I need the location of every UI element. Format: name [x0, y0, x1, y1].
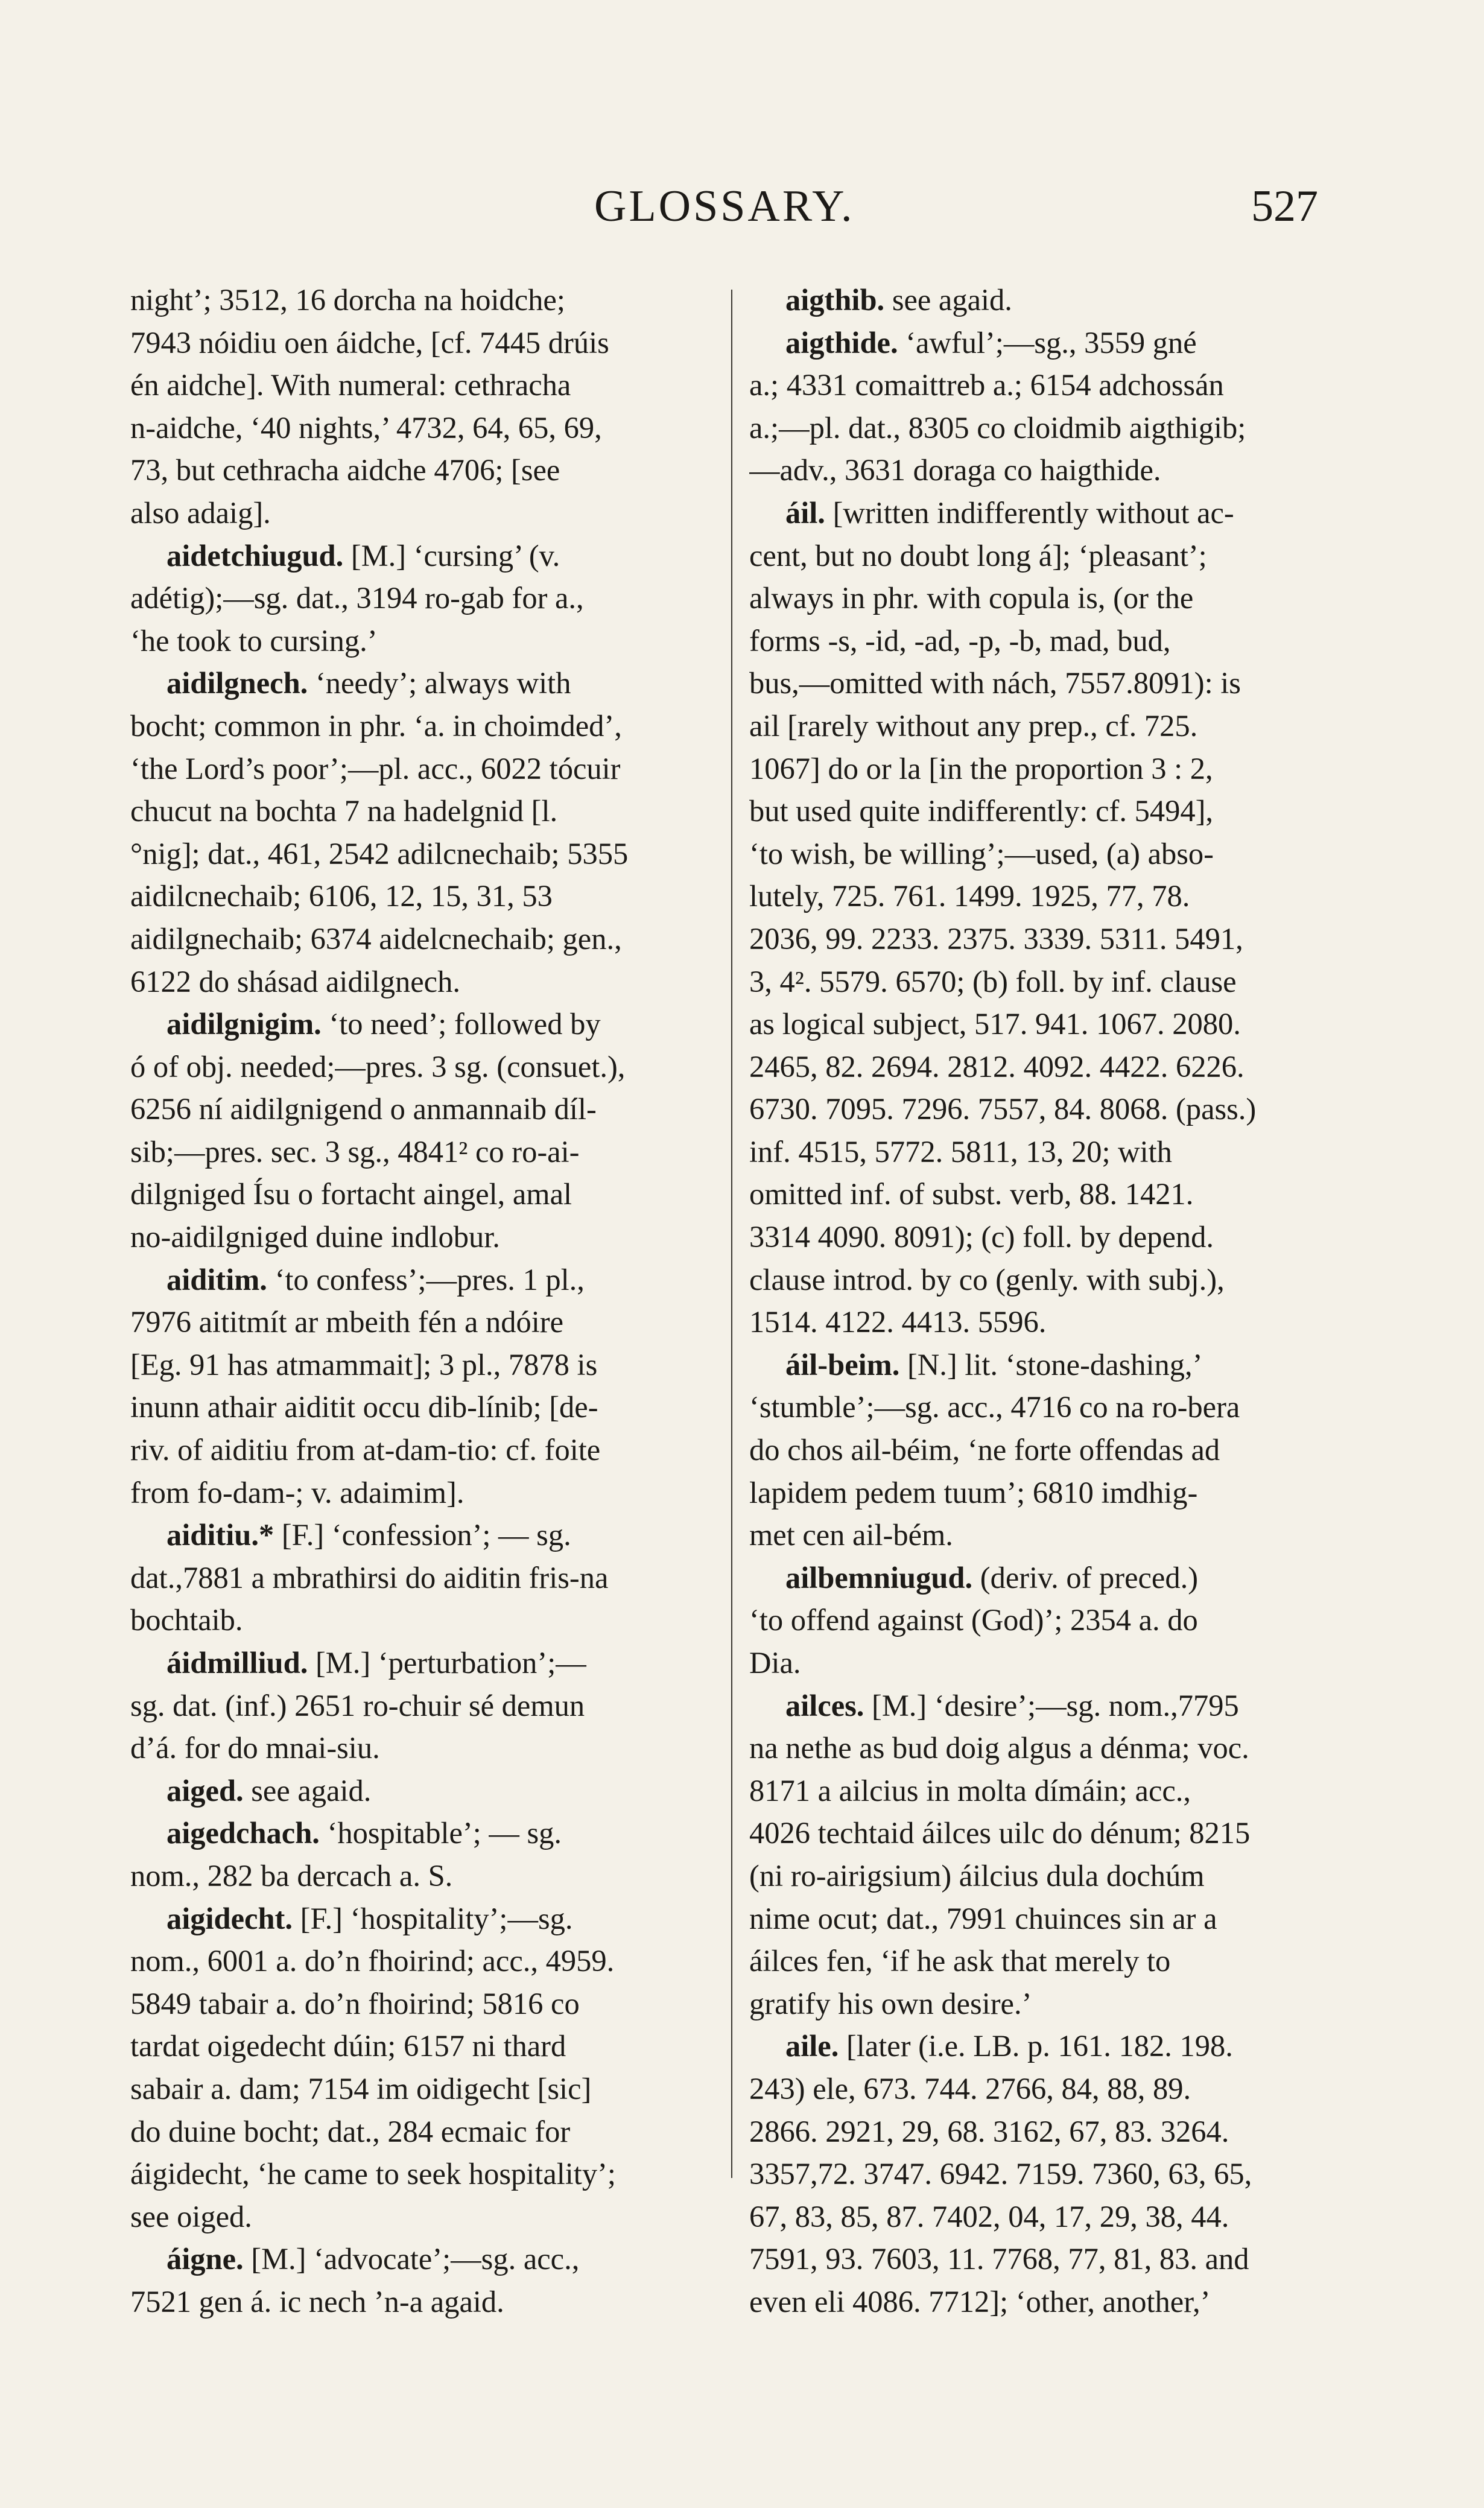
headword: aiditim. [166, 1262, 267, 1297]
line-text: 243) ele, 673. 744. 2766, 84, 88, 89. [749, 2071, 1191, 2106]
text-line [130, 1259, 777, 1301]
text-line [749, 1599, 1342, 1642]
text-line [130, 2110, 777, 2153]
text-line [749, 1344, 1342, 1386]
text-line [749, 875, 1342, 918]
line-text: bus,—omitted with nách, 7557.8091): is [749, 666, 1241, 700]
line-text: áigidecht, ‘he came to seek hospitality’; [130, 2157, 616, 2191]
line-text: ‘to need’; followed by [321, 1007, 601, 1041]
line-text: n-aidche, ‘40 nights,’ 4732, 64, 65, 69, [130, 410, 602, 445]
text-line [130, 960, 777, 1003]
line-text: riv. of aiditiu from at-dam-tio: cf. foite [130, 1433, 601, 1467]
text-line [749, 322, 1342, 364]
text-line [749, 1770, 1342, 1812]
text-line [749, 1429, 1342, 1471]
line-text: no-aidilgniged duine indlobur. [130, 1220, 500, 1254]
column-divider [731, 290, 732, 2178]
text-line [749, 577, 1342, 620]
text-line [749, 2068, 1342, 2110]
headword: áil. [785, 495, 825, 530]
text-line [749, 1940, 1342, 1983]
text-line [130, 1216, 777, 1259]
text-line [749, 2025, 1342, 2068]
headword: aile. [785, 2029, 839, 2063]
line-text: lapidem pedem tuum’; 6810 imdhig- [749, 1475, 1198, 1510]
text-line [130, 492, 777, 535]
line-text: always in phr. with copula is, (or the [749, 581, 1194, 615]
line-text: ‘to confess’;—pres. 1 pl., [267, 1262, 585, 1297]
line-text: 2465, 82. 2694. 2812. 4092. 4422. 6226. [749, 1049, 1245, 1084]
text-line [749, 748, 1342, 790]
line-text: night’; 3512, 16 dorcha na hoidche; [130, 283, 565, 317]
line-text: bocht; common in phr. ‘a. in choimded’, [130, 708, 622, 743]
text-line [130, 2068, 777, 2110]
text-line [749, 1173, 1342, 1216]
line-text: én aidche]. With numeral: cethracha [130, 368, 571, 402]
text-line [749, 1386, 1342, 1429]
line-text: nime ocut; dat., 7991 chuinces sin ar a [749, 1901, 1217, 1935]
text-line [130, 748, 777, 790]
line-text: nom., 282 ba dercach a. S. [130, 1858, 453, 1893]
line-text: 73, but cethracha aidche 4706; [see [130, 453, 560, 487]
line-text: 6122 do shásad aidilgnech. [130, 964, 460, 998]
line-text: 4026 techtaid áilces uilc do dénum; 8215 [749, 1816, 1251, 1850]
line-text: ‘to wish, be willing’;—used, (a) abso- [749, 836, 1214, 871]
text-line [130, 535, 777, 577]
headword: ailbemniugud. [785, 1560, 973, 1595]
text-line [749, 1471, 1342, 1514]
line-text: (deriv. of preced.) [972, 1560, 1199, 1595]
headword: aidilgnigim. [166, 1007, 322, 1041]
text-line [749, 1727, 1342, 1770]
text-line [130, 790, 777, 833]
text-line [749, 1855, 1342, 1897]
line-text: [later (i.e. LB. p. 161. 182. 198. [839, 2029, 1233, 2063]
line-text: áilces fen, ‘if he ask that merely to [749, 1944, 1171, 1978]
text-line [749, 620, 1342, 662]
text-line [130, 1770, 777, 1812]
line-text: omitted inf. of subst. verb, 88. 1421. [749, 1177, 1194, 1211]
headword: áil-beim. [785, 1347, 900, 1382]
text-line [749, 705, 1342, 748]
right-column [749, 279, 1342, 2323]
line-text: lutely, 725. 761. 1499. 1925, 77, 78. [749, 879, 1190, 913]
line-text: ‘needy’; always with [308, 666, 571, 700]
text-line [130, 1471, 777, 1514]
text-line [749, 1684, 1342, 1727]
line-text: bochtaib. [130, 1603, 243, 1637]
text-line [130, 1642, 777, 1684]
text-line [749, 492, 1342, 535]
line-text: [M.] ‘perturbation’;— [308, 1646, 586, 1680]
line-text: [Eg. 91 has atmammait]; 3 pl., 7878 is [130, 1347, 598, 1382]
line-text: d’á. for do mnai-siu. [130, 1731, 380, 1765]
text-line [130, 2153, 777, 2195]
line-text: clause introd. by co (genly. with subj.), [749, 1262, 1225, 1297]
line-text: do chos ail-béim, ‘ne forte offendas ad [749, 1433, 1220, 1467]
text-line [130, 1940, 777, 1983]
line-text: 2866. 2921, 29, 68. 3162, 67, 83. 3264. [749, 2114, 1229, 2148]
line-text: met cen ail-bém. [749, 1518, 953, 1552]
line-text: 2036, 99. 2233. 2375. 3339. 5311. 5491, [749, 921, 1243, 956]
text-line [130, 2195, 777, 2238]
headword: aidilgnech. [166, 666, 308, 700]
text-line [130, 2281, 777, 2323]
line-text: 6730. 7095. 7296. 7557, 84. 8068. (pass.) [749, 1092, 1257, 1126]
line-text: see oiged. [130, 2199, 252, 2233]
line-text: 7976 aititmít ar mbeith fén a ndóire [130, 1305, 564, 1339]
text-line [130, 1003, 777, 1046]
text-line [749, 2281, 1342, 2323]
line-text: [M.] ‘desire’;—sg. nom.,7795 [864, 1688, 1239, 1722]
text-line [749, 407, 1342, 449]
text-line [749, 833, 1342, 875]
line-text: 3314 4090. 8091); (c) foll. by depend. [749, 1220, 1214, 1254]
text-line [130, 2238, 777, 2281]
text-line [749, 2238, 1342, 2281]
headword: aiditiu.* [166, 1518, 274, 1552]
line-text: adétig);—sg. dat., 3194 ro-gab for a., [130, 581, 584, 615]
running-head [0, 181, 1484, 235]
line-text: dat.,7881 a mbrathirsi do aiditin fris-na [130, 1560, 609, 1595]
text-line [130, 620, 777, 662]
text-line [130, 875, 777, 918]
line-text: ‘awful’;—sg., 3559 gné [898, 325, 1197, 360]
text-line [130, 1386, 777, 1429]
text-line [749, 1131, 1342, 1173]
line-text: ‘the Lord’s poor’;—pl. acc., 6022 tócuir [130, 751, 621, 786]
headword: ailces. [785, 1688, 864, 1722]
line-text: tardat oigedecht dúin; 6157 ni thard [130, 2029, 566, 2063]
line-text: sabair a. dam; 7154 im oidigecht [sic] [130, 2071, 592, 2106]
text-line [749, 1983, 1342, 2025]
text-line [130, 1301, 777, 1344]
text-line [130, 364, 777, 407]
text-line [130, 705, 777, 748]
line-text: 6256 ní aidilgnigend o anmannaib díl- [130, 1092, 597, 1126]
text-line [130, 1557, 777, 1599]
line-text: ‘to offend against (God)’; 2354 a. do [749, 1603, 1198, 1637]
text-line [130, 918, 777, 960]
page-title: GLOSSARY. [594, 182, 855, 231]
text-line [749, 1088, 1342, 1131]
headword: aigthide. [785, 325, 898, 360]
line-text: ‘he took to cursing.’ [130, 623, 378, 658]
text-line [749, 535, 1342, 577]
left-column [130, 279, 777, 2323]
headword: áidmilliud. [166, 1646, 308, 1680]
line-text: sib;—pres. sec. 3 sg., 4841² co ro-ai- [130, 1134, 580, 1169]
text-line [749, 1003, 1342, 1046]
line-text: inunn athair aiditit occu dib-línib; [de- [130, 1390, 598, 1424]
headword: aidetchiugud. [166, 538, 344, 573]
text-line [130, 1429, 777, 1471]
headword: aigidecht. [166, 1901, 293, 1935]
text-line [130, 279, 777, 322]
text-line [130, 1812, 777, 1855]
text-line [749, 364, 1342, 407]
text-line [130, 1727, 777, 1770]
text-line [749, 790, 1342, 833]
text-line [749, 1259, 1342, 1301]
text-line [130, 577, 777, 620]
line-text: [N.] lit. ‘stone-dashing,’ [899, 1347, 1203, 1382]
line-text: —adv., 3631 doraga co haigthide. [749, 453, 1161, 487]
line-text: forms -s, -id, -ad, -p, -b, mad, bud, [749, 623, 1171, 658]
line-text: see agaid. [243, 1773, 372, 1808]
line-text: do duine bocht; dat., 284 ecmaic for [130, 2114, 571, 2148]
text-line [130, 1344, 777, 1386]
line-text: nom., 6001 a. do’n fhoirind; acc., 4959. [130, 1944, 615, 1978]
text-line [130, 1088, 777, 1131]
line-text: [F.] ‘hospitality’;—sg. [293, 1901, 573, 1935]
line-text: [F.] ‘confession’; — sg. [274, 1518, 571, 1552]
line-text: 7943 nóidiu oen áidche, [cf. 7445 drúis [130, 325, 609, 360]
headword: aiged. [166, 1773, 244, 1808]
text-line [749, 2195, 1342, 2238]
text-line [130, 1599, 777, 1642]
line-text: ‘stumble’;—sg. acc., 4716 co na ro-bera [749, 1390, 1240, 1424]
text-line [749, 662, 1342, 705]
line-text: [written indifferently without ac- [825, 495, 1234, 530]
line-text: ‘hospitable’; — sg. [319, 1816, 562, 1850]
text-line [130, 1983, 777, 2025]
line-text: ail [rarely without any prep., cf. 725. [749, 708, 1198, 743]
line-text: also adaig]. [130, 495, 271, 530]
text-line [749, 2110, 1342, 2153]
line-text: 1514. 4122. 4413. 5596. [749, 1305, 1047, 1339]
line-text: chucut na bochta 7 na hadelgnid [l. [130, 794, 558, 828]
text-line [130, 2025, 777, 2068]
text-line [130, 1173, 777, 1216]
text-line [130, 449, 777, 492]
line-text: 7591, 93. 7603, 11. 7768, 77, 81, 83. and [749, 2242, 1249, 2276]
line-text: a.; 4331 comaittreb a.; 6154 adchossán [749, 368, 1224, 402]
line-text: inf. 4515, 5772. 5811, 13, 20; with [749, 1134, 1172, 1169]
headword: áigne. [166, 2242, 244, 2276]
text-line [749, 1897, 1342, 1940]
line-text: 8171 a ailcius in molta dímáin; acc., [749, 1773, 1191, 1808]
text-line [749, 1216, 1342, 1259]
line-text: sg. dat. (inf.) 2651 ro-chuir sé demun [130, 1688, 585, 1722]
text-line [749, 1514, 1342, 1557]
text-line [749, 1642, 1342, 1684]
text-line [130, 1855, 777, 1897]
line-text: Dia. [749, 1646, 801, 1680]
line-text: cent, but no doubt long á]; ‘pleasant’; [749, 538, 1207, 573]
text-line [749, 279, 1342, 322]
text-line [130, 407, 777, 449]
text-line [749, 1557, 1342, 1599]
line-text: 7521 gen á. ic nech ’n-a agaid. [130, 2284, 504, 2319]
text-line [130, 1046, 777, 1088]
text-line [749, 918, 1342, 960]
line-text: [M.] ‘advocate’;—sg. acc., [243, 2242, 580, 2276]
text-line [749, 1046, 1342, 1088]
line-text: na nethe as bud doig algus a dénma; voc. [749, 1731, 1249, 1765]
line-text: from fo-dam-; v. adaimim]. [130, 1475, 465, 1510]
text-line [749, 960, 1342, 1003]
line-text: as logical subject, 517. 941. 1067. 2080. [749, 1007, 1241, 1041]
line-text: °nig]; dat., 461, 2542 adilcnechaib; 5355 [130, 836, 629, 871]
line-text: 3, 4². 5579. 6570; (b) foll. by inf. clause [749, 964, 1237, 998]
line-text: (ni ro-airigsium) áilcius dula dochúm [749, 1858, 1205, 1893]
line-text: a.;—pl. dat., 8305 co cloidmib aigthigib; [749, 410, 1246, 445]
text-line [130, 322, 777, 364]
line-text: 67, 83, 85, 87. 7402, 04, 17, 29, 38, 44. [749, 2199, 1229, 2233]
text-line [749, 2153, 1342, 2195]
text-line [749, 449, 1342, 492]
line-text: aidilgnechaib; 6374 aidelcnechaib; gen., [130, 921, 622, 956]
text-line [130, 1897, 777, 1940]
line-text: even eli 4086. 7712]; ‘other, another,’ [749, 2284, 1211, 2319]
line-text: ó of obj. needed;—pres. 3 sg. (consuet.), [130, 1049, 626, 1084]
page-number: 527 [1251, 182, 1318, 231]
text-line [749, 1301, 1342, 1344]
text-line [130, 1514, 777, 1557]
text-line [130, 1684, 777, 1727]
headword: aigthib. [785, 283, 885, 317]
text-line [130, 833, 777, 875]
headword: aigedchach. [166, 1816, 320, 1850]
line-text: 3357,72. 3747. 6942. 7159. 7360, 63, 65, [749, 2157, 1252, 2191]
line-text: 5849 tabair a. do’n fhoirind; 5816 co [130, 1986, 580, 2021]
text-line [130, 662, 777, 705]
line-text: 1067] do or la [in the proportion 3 : 2, [749, 751, 1213, 786]
text-line [130, 1131, 777, 1173]
line-text: aidilcnechaib; 6106, 12, 15, 31, 53 [130, 879, 553, 913]
line-text: gratify his own desire.’ [749, 1986, 1032, 2021]
text-line [749, 1812, 1342, 1855]
line-text: [M.] ‘cursing’ (v. [343, 538, 560, 573]
line-text: see agaid. [884, 283, 1012, 317]
line-text: but used quite indifferently: cf. 5494], [749, 794, 1214, 828]
line-text: dilgniged Ísu o fortacht aingel, amal [130, 1177, 572, 1211]
